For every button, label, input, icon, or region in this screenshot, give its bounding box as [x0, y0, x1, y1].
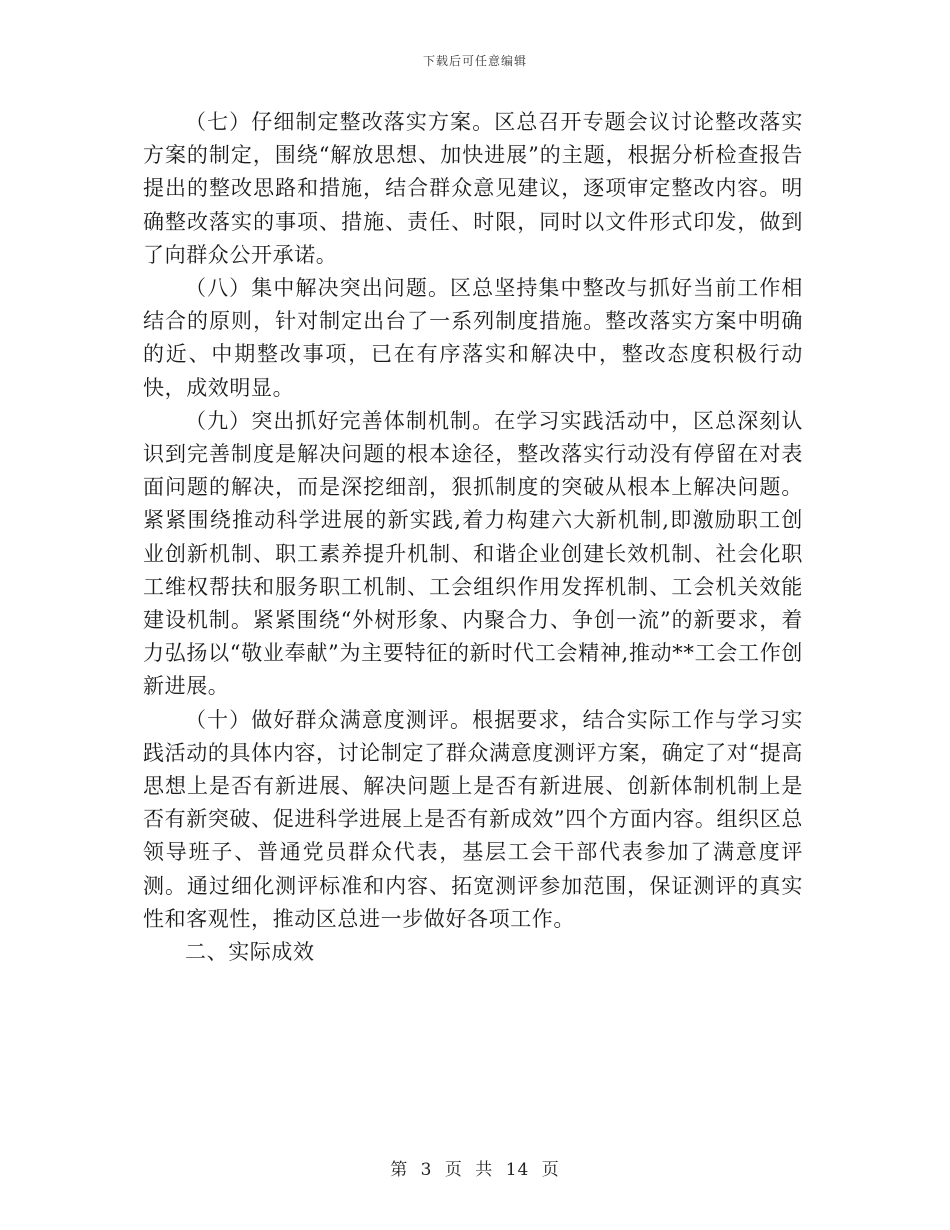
paragraph-10: （十）做好群众满意度测评。根据要求，结合实际工作与学习实践活动的具体内容，讨论制定了群众满意度测评方案，确定了对“提高思想上是否有新进展、解决问题上是否有新进展、创新体制机制上是否有新突破、促进科学进展上是否有新成效”四个方面内容。组织区总领导班子、普通党员群众代表，基层工会干部代表参加了满意度评测。通过细化测评标准和内容、拓宽测评参加范围，保证测评的真实性和客观性，推动区总进一步做好各项工作。 [143, 707, 803, 931]
paragraph-7: （七）仔细制定整改落实方案。区总召开专题会议讨论整改落实方案的制定，围绕“解放思想、加快进展”的主题，根据分析检查报告提出的整改思路和措施，结合群众意见建议，逐项审定整改内容。明确整改落实的事项、措施、责任、时限，同时以文件形式印发，做到了向群众公开承诺。 [143, 110, 803, 267]
page-header: 下载后可任意编辑 [422, 54, 527, 68]
document-body [143, 106, 803, 969]
paragraph-9: （九）突出抓好完善体制机制。在学习实践活动中，区总深刻认识到完善制度是解决问题的根本途径，整改落实行动没有停留在对表面问题的解决，而是深挖细剖，狠抓制度的突破从根本上解决问题。紧紧围绕推动科学进展的新实践,着力构建六大新机制,即激励职工创业创新机制、职工素养提升机制、和谐企业创建长效机制、社会化职工维权帮扶和服务职工机制、工会组织作用发挥机制、工会机关效能建设机制。紧紧围绕“外树形象、内聚合力、争创一流”的新要求，着力弘扬以“敬业奉献”为主要特征的新时代工会精神,推动**工会工作创新进展。 [143, 408, 803, 699]
section-heading: 二、实际成效 [185, 940, 315, 965]
paragraph-8: （八）集中解决突出问题。区总坚持集中整改与抓好当前工作相结合的原则，针对制定出台了一系列制度措施。整改落实方案中明确的近、中期整改事项，已在有序落实和解决中，整改态度积极行动快，成效明显。 [143, 276, 803, 400]
page-number-footer: 第 3 页 共 14 页 [390, 1160, 560, 1180]
